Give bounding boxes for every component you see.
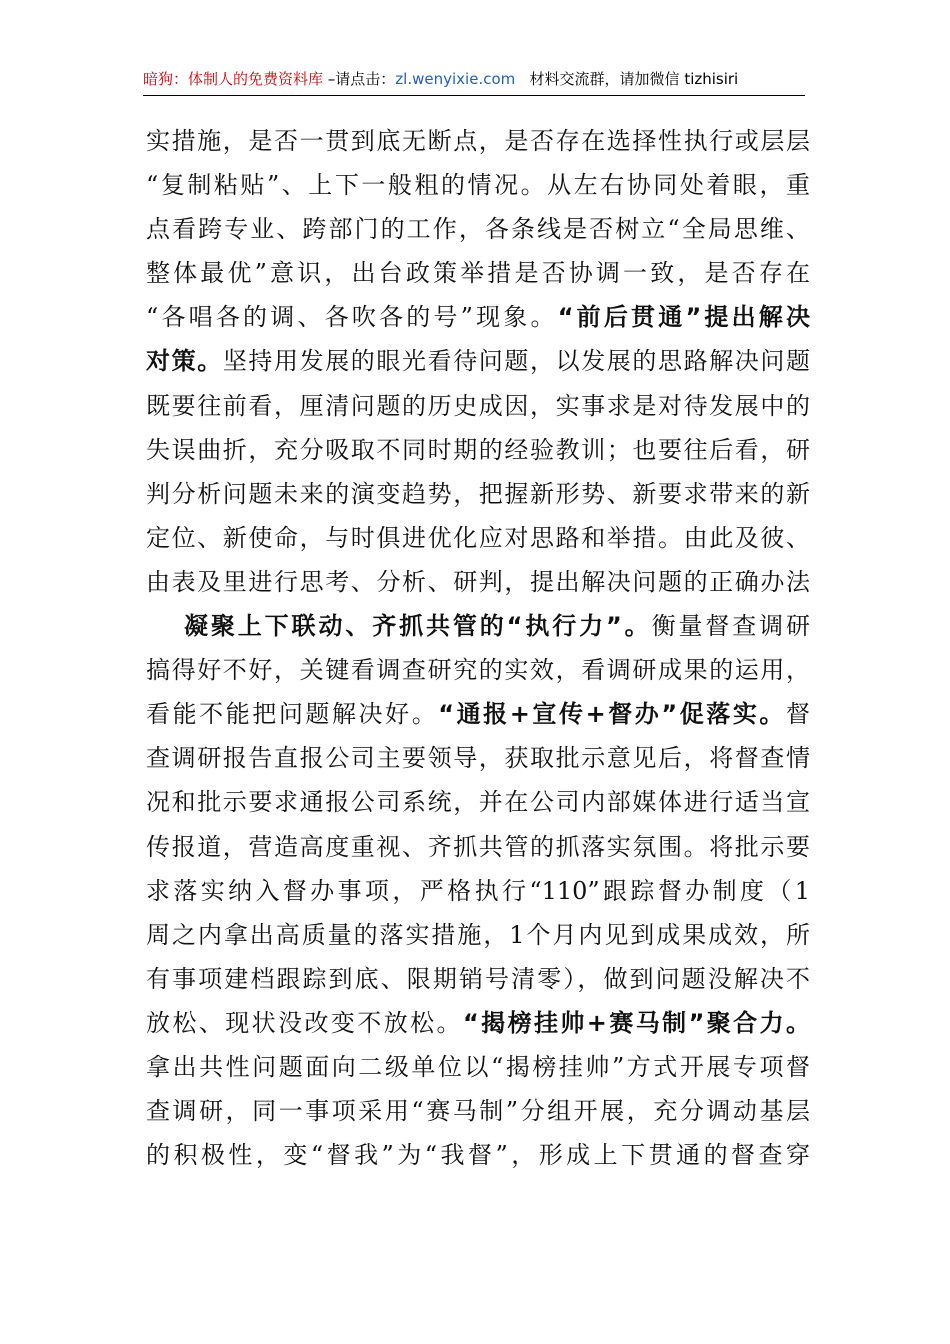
text-run: 整体最优”意识，出台政策举措是否协调一致，是否存在 [146, 259, 810, 288]
document-body [146, 119, 810, 1177]
text-run: 传报道，营造高度重视、齐抓共管的抓落实氛围。将批示要 [146, 832, 810, 861]
header-divider [143, 95, 805, 96]
text-line [146, 472, 810, 516]
text-line [146, 516, 810, 560]
text-run: 有事项建档跟踪到底、限期销号清零），做到问题没解决不 [146, 964, 810, 993]
text-line [146, 869, 810, 913]
text-run: “复制粘贴”、上下一般粗的情况。从左右协同处着眼，重 [146, 171, 810, 200]
text-run: 周之内拿出高质量的落实措施，1个月内见到成果成效，所 [146, 920, 810, 949]
text-line [146, 913, 810, 957]
text-line [146, 251, 810, 295]
text-line [146, 1001, 810, 1045]
text-line [146, 692, 810, 736]
text-run: 点看跨专业、跨部门的工作，各条线是否树立“全局思维、 [146, 215, 810, 244]
text-run: 放松、现状没改变不放松。 [146, 1008, 463, 1037]
text-run: 况和批示要求通报公司系统，并在公司内部媒体进行适当宣 [146, 788, 810, 817]
header-url-link[interactable]: zl.wenyixie.com [395, 70, 516, 88]
header-contact: 材料交流群，请加微信 tizhisiri [529, 70, 739, 88]
header-brand: 暗狗：体制人的免费资料库 [143, 70, 324, 88]
text-run: 看能不能把问题解决好。 [146, 700, 439, 729]
text-run: 失误曲折，充分吸取不同时期的经验教训；也要往后看，研 [146, 435, 810, 464]
text-run: 查调研报告直报公司主要领导，获取批示意见后，将督查情 [146, 744, 810, 773]
text-run: 衡量督查调研 [651, 612, 811, 641]
text-run: 查调研，同一事项采用“赛马制”分组开展，充分调动基层 [146, 1097, 810, 1126]
text-line [146, 119, 810, 163]
text-run: 搞得好不好，关键看调查研究的实效，看调研成果的运用， [146, 656, 810, 685]
text-run: 的积极性，变“督我”为“我督”，形成上下贯通的督查穿 [146, 1141, 810, 1170]
text-line [146, 1133, 810, 1177]
text-run: 定位、新使命，与时俱进优化应对思路和举措。由此及彼、 [146, 523, 810, 552]
page-header [143, 68, 805, 90]
text-line [146, 648, 810, 692]
text-line [146, 339, 810, 383]
text-line [146, 207, 810, 251]
text-run: 既要往前看，厘清问题的历史成因，实事求是对待发展中的 [146, 391, 810, 420]
text-line [146, 295, 810, 339]
text-run: 坚持用发展的眼光看待问题，以发展的思路解决问题 [222, 347, 811, 376]
bold-text-run: “揭榜挂帅+赛马制”聚合力。 [462, 1008, 811, 1037]
text-line [146, 604, 810, 648]
text-run: 求落实纳入督办事项，严格执行“110”跟踪督办制度（1 [146, 876, 810, 905]
text-run: 实措施，是否一贯到底无断点，是否存在选择性执行或层层 [146, 127, 810, 155]
text-line [146, 384, 810, 428]
text-run: 由表及里进行思考、分析、研判，提出解决问题的正确办法 [146, 567, 810, 596]
text-line [146, 780, 810, 824]
text-run: “各唱各的调、各吹各的号”现象。 [146, 303, 558, 332]
text-line [146, 736, 810, 780]
text-line [146, 1089, 810, 1133]
text-run: 拿出共性问题面向二级单位以“揭榜挂帅”方式开展专项督 [146, 1052, 810, 1081]
bold-text-run: “前后贯通”提出解决 [557, 303, 811, 332]
text-run: 督 [786, 700, 811, 729]
text-run: 判分析问题未来的演变趋势，把握新形势、新要求带来的新 [146, 479, 810, 508]
bold-text-run: 凝聚上下联动、齐抓共管的“执行力”。 [184, 612, 652, 641]
text-line [146, 1045, 810, 1089]
text-line [146, 957, 810, 1001]
text-line [146, 163, 810, 207]
text-line [146, 560, 810, 604]
header-prompt: –请点击： [323, 70, 396, 88]
text-line [146, 825, 810, 869]
bold-text-run: “通报+宣传+督办”促落实。 [438, 700, 787, 729]
text-line [146, 428, 810, 472]
bold-text-run: 对策。 [146, 347, 223, 376]
